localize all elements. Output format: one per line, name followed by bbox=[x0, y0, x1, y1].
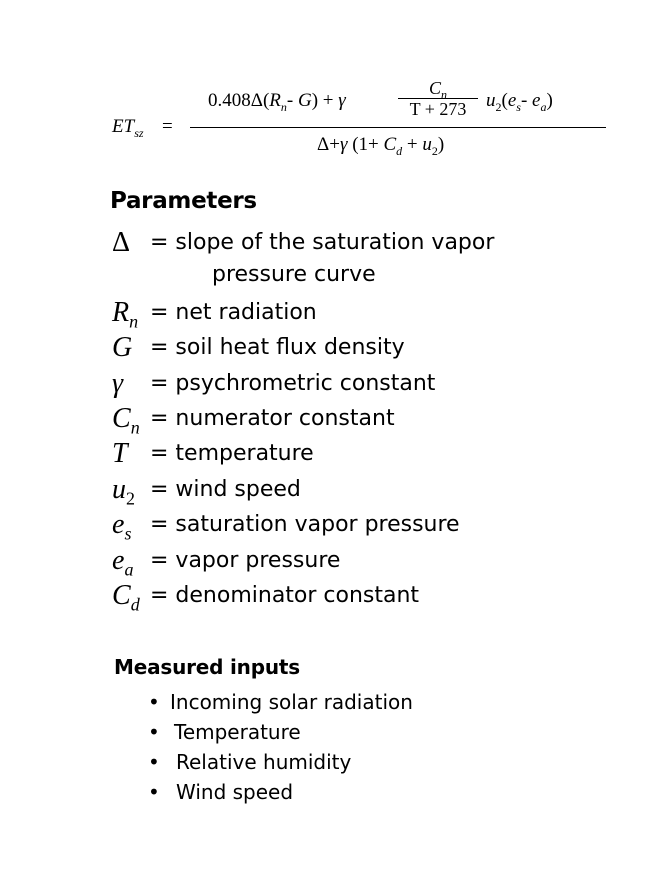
equation-lhs bbox=[112, 116, 144, 138]
parameter-description: = saturation vapor pressure bbox=[150, 512, 460, 537]
parameter-description: = numerator constant bbox=[150, 406, 395, 431]
parameter-description: = slope of the saturation vapor bbox=[150, 230, 495, 255]
list-item bbox=[148, 780, 293, 804]
list-item bbox=[148, 690, 413, 714]
bullet-icon: • bbox=[148, 780, 160, 804]
parameter-cd bbox=[112, 581, 632, 615]
parameter-delta bbox=[112, 228, 632, 262]
parameter-symbol: $C_d$ bbox=[112, 580, 140, 615]
parameter-description: = soil heat flux density bbox=[150, 335, 405, 360]
parameter-gamma bbox=[112, 369, 632, 403]
parameter-symbol: $C_n$ bbox=[112, 403, 140, 438]
bullet-icon: • bbox=[148, 690, 160, 714]
parameter-es bbox=[112, 510, 632, 544]
list-item-label: Temperature bbox=[174, 720, 301, 744]
parameter-cn bbox=[112, 404, 632, 438]
parameters-heading: Parameters bbox=[110, 188, 257, 214]
equation-denominator: Δ+γ $(1+ C_d + u_2)$ bbox=[317, 134, 445, 158]
parameter-symbol: $R_n$ bbox=[112, 297, 139, 332]
parameter-symbol: γ bbox=[112, 368, 124, 399]
parameter-g bbox=[112, 333, 632, 367]
frac-top-sub: n bbox=[441, 87, 447, 102]
parameter-symbol: T bbox=[112, 438, 128, 469]
et-equation bbox=[112, 78, 612, 168]
inner-fraction-bottom: T + 273 bbox=[409, 99, 467, 119]
parameter-rn bbox=[112, 298, 632, 332]
parameter-symbol: G bbox=[112, 332, 133, 363]
parameter-ea bbox=[112, 546, 632, 580]
bullet-icon: • bbox=[148, 720, 160, 744]
parameter-symbol: $u_2$ bbox=[112, 474, 135, 509]
inner-fraction-top bbox=[396, 78, 480, 102]
bullet-icon: • bbox=[148, 750, 160, 774]
parameter-symbol: $e_s$ bbox=[112, 509, 132, 544]
list-item-label: Wind speed bbox=[176, 780, 294, 804]
parameter-symbol: $e_a$ bbox=[112, 545, 134, 580]
parameter-description: = vapor pressure bbox=[150, 548, 341, 573]
parameter-symbol: Δ bbox=[112, 227, 131, 258]
parameter-description: = denominator constant bbox=[150, 583, 420, 608]
parameter-description: = wind speed bbox=[150, 477, 301, 502]
equation-wind-term: $u_2(e_s-$ $e_a$) bbox=[486, 90, 553, 114]
parameter-u2 bbox=[112, 475, 632, 509]
list-item-label: Incoming solar radiation bbox=[170, 690, 413, 714]
main-fraction-bar bbox=[190, 127, 606, 128]
parameter-description-continued: pressure curve bbox=[212, 262, 376, 287]
measured-inputs-heading: Measured inputs bbox=[114, 655, 300, 679]
inner-fraction bbox=[396, 78, 480, 119]
equation-numerator: $0.408\Delta(R_n-$ G) + γ bbox=[208, 90, 346, 114]
lhs-base: ET bbox=[112, 116, 135, 137]
list-item bbox=[148, 720, 301, 744]
parameter-description: = net radiation bbox=[150, 300, 317, 325]
parameter-t bbox=[112, 439, 632, 473]
list-item bbox=[148, 750, 351, 774]
lhs-sub: sz bbox=[134, 125, 144, 140]
parameter-description: = temperature bbox=[150, 441, 314, 466]
frac-top-base: C bbox=[428, 78, 441, 98]
equals-sign: = bbox=[162, 116, 173, 137]
parameter-description: = psychrometric constant bbox=[150, 371, 436, 396]
numerator-coefficient: 0.408 bbox=[208, 90, 251, 111]
list-item-label: Relative humidity bbox=[176, 750, 352, 774]
